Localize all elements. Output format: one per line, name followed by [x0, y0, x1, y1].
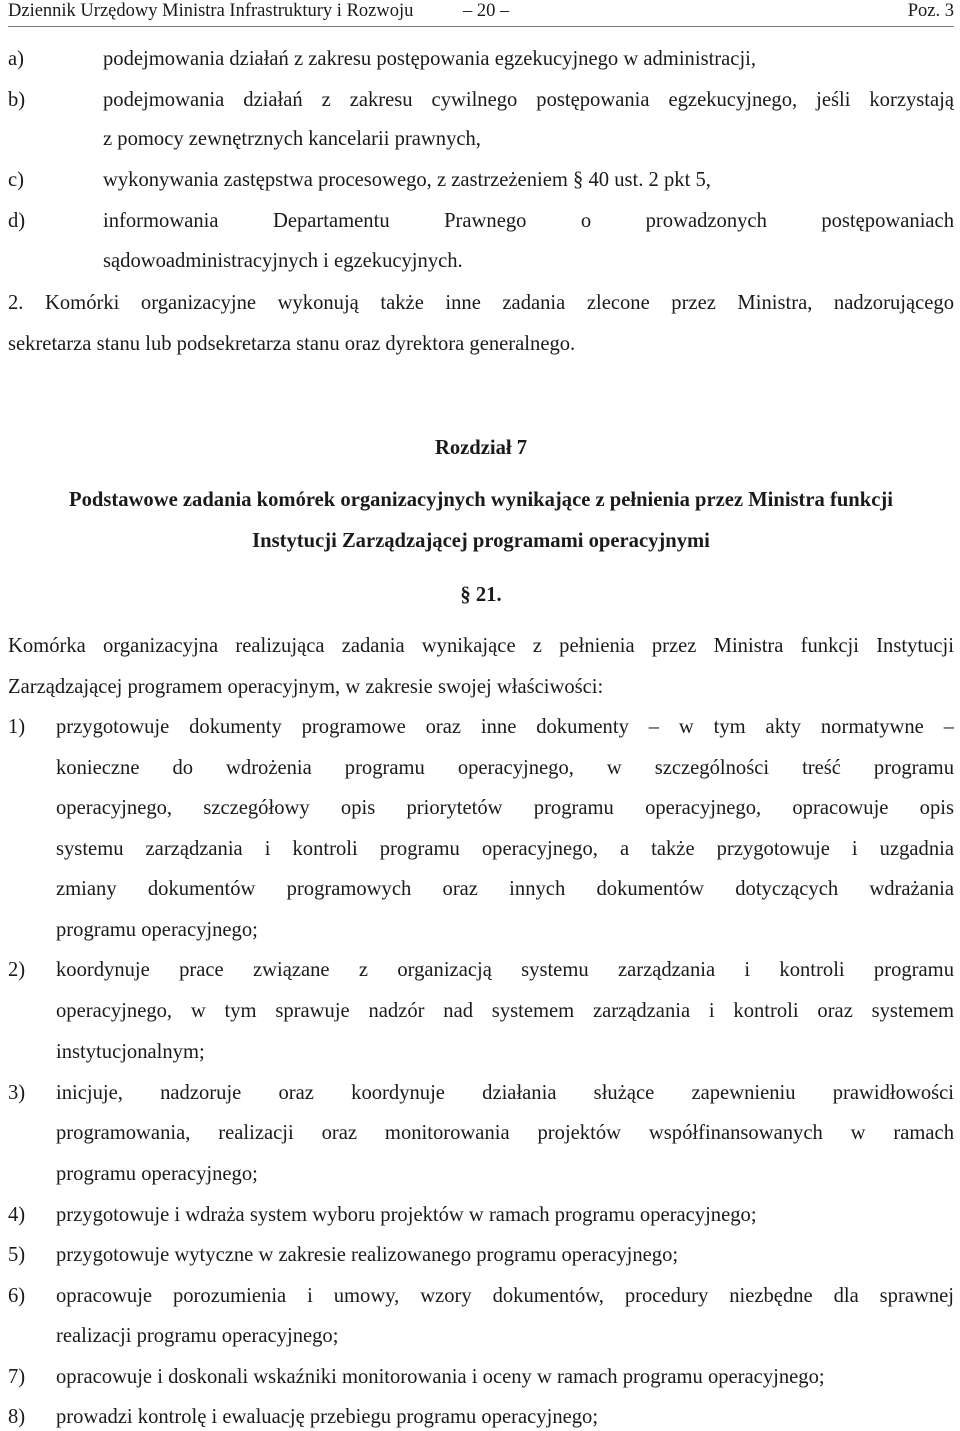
list-item-text: programowania, realizacji oraz monitorowania projektów współfinansowanych w ramach [56, 1122, 954, 1144]
list-item-text: operacyjnego, w tym sprawuje nadzór nad systemem zarządzania i kontroli oraz systemem [56, 1000, 954, 1022]
list-item-text: koordynuje prace związane z organizacją systemu zarządzania i kontroli programu [56, 959, 954, 981]
list-item-text: inicjuje, nadzoruje oraz koordynuje działania służące zapewnieniu prawidłowości [56, 1082, 954, 1104]
list-label: 1) [8, 716, 26, 738]
chapter-title: Podstawowe zadania komórek organizacyjnych wynikające z pełnienia przez Ministra funkcji [69, 489, 893, 511]
list-item-text: instytucjonalnym; [56, 1041, 205, 1063]
list-item-text: przygotowuje dokumenty programowe oraz inne dokumenty – w tym akty normatywne – [56, 716, 954, 738]
list-item-text: sądowoadministracyjnych i egzekucyjnych. [103, 250, 463, 272]
list-item-text: realizacji programu operacyjnego; [56, 1325, 339, 1347]
list-item-text: programu operacyjnego; [56, 919, 258, 941]
paragraph-text: 2. Komórki organizacyjne wykonują także inne zadania zlecone przez Ministra, nadzorującego [8, 292, 954, 314]
list-item-text: prowadzi kontrolę i ewaluację przebiegu programu operacyjnego; [56, 1406, 599, 1428]
list-label: a) [8, 48, 24, 70]
list-item-text: informowania Departamentu Prawnego o prowadzonych postępowaniach [103, 210, 954, 232]
list-label: d) [8, 210, 26, 232]
list-item-text: podejmowania działań z zakresu postępowania egzekucyjnego w administracji, [103, 48, 757, 70]
list-label: 5) [8, 1244, 26, 1266]
list-label: b) [8, 89, 26, 111]
list-item-text: przygotowuje i wdraża system wyboru projektów w ramach programu operacyjnego; [56, 1204, 757, 1226]
list-label: 3) [8, 1082, 26, 1104]
list-label: 2) [8, 959, 26, 981]
list-label: 8) [8, 1406, 26, 1428]
intro-text: Zarządzającej programem operacyjnym, w zakresie swojej właściwości: [8, 676, 604, 698]
section-number: § 21. [460, 584, 502, 606]
list-item-text: operacyjnego, szczegółowy opis priorytetów programu operacyjnego, opracowuje opis [56, 797, 954, 819]
list-item-text: konieczne do wdrożenia programu operacyjnego, w szczególności treść programu [56, 757, 954, 779]
list-item-text: programu operacyjnego; [56, 1163, 258, 1185]
journal-title: Dziennik Urzędowy Ministra Infrastruktury i Rozwoju [8, 1, 414, 21]
paragraph-text: sekretarza stanu lub podsekretarza stanu oraz dyrektora generalnego. [8, 333, 576, 355]
list-item-text: wykonywania zastępstwa procesowego, z zastrzeżeniem § 40 ust. 2 pkt 5, [103, 169, 711, 191]
document-page [8, 0, 954, 1428]
list-item-text: opracowuje porozumienia i umowy, wzory dokumentów, procedury niezbędne dla sprawnej [56, 1285, 954, 1307]
intro-text: Komórka organizacyjna realizująca zadania wynikające z pełnienia przez Ministra funkcji Instytucji [8, 635, 954, 657]
chapter-number: Rozdział 7 [434, 437, 528, 459]
list-label: 7) [8, 1366, 26, 1388]
list-label: c) [8, 169, 24, 191]
list-item-text: systemu zarządzania i kontroli programu operacyjnego, a także przygotowuje i uzgadnia [56, 838, 954, 860]
list-label: 4) [8, 1204, 26, 1226]
list-item-text: zmiany dokumentów programowych oraz innych dokumentów dotyczących wdrażania [56, 878, 954, 900]
list-item-text: przygotowuje wytyczne w zakresie realizowanego programu operacyjnego; [56, 1244, 679, 1266]
chapter-title: Instytucji Zarządzającej programami operacyjnymi [252, 530, 710, 552]
page-number: – 20 – [463, 1, 510, 21]
list-item-text: z pomocy zewnętrznych kancelarii prawnych, [103, 128, 481, 150]
list-label: 6) [8, 1285, 26, 1307]
position-number: Poz. 3 [907, 1, 954, 21]
page-header [8, 0, 954, 27]
list-item-text: podejmowania działań z zakresu cywilnego postępowania egzekucyjnego, jeśli korzystają [103, 89, 954, 111]
list-item-text: opracowuje i doskonali wskaźniki monitorowania i oceny w ramach programu operacyjnego; [56, 1366, 825, 1388]
